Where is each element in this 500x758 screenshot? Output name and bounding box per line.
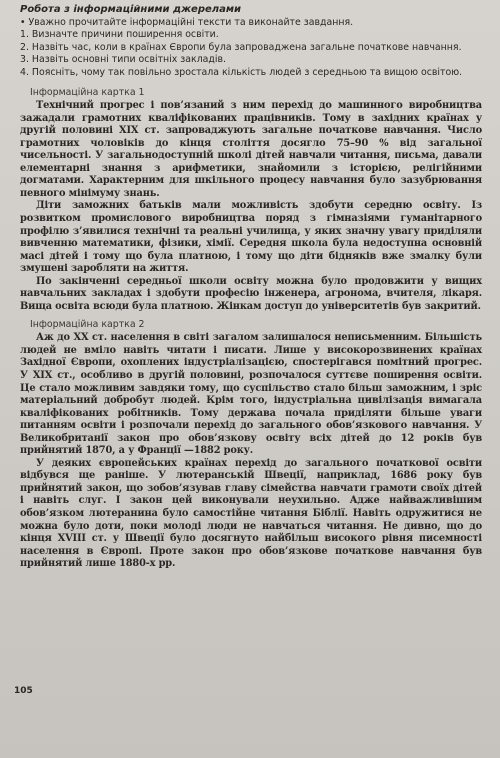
page-content [20, 4, 482, 577]
task-list [20, 17, 482, 79]
card-paragraph: Діти заможних батьків мали можливість здобути середню освіту. Із розвитком промислового виробництва поряд з гімназіями гуманітарного профілю з’явилися технічні та реальні училища, у яких значну увагу приділяли вивченню математики, фізики, хімії. Середня школа була недоступна основній масі дітей і тому що була платною, і тому що діти бідняків вже змалку були змушені заробляти на життя. [20, 200, 482, 275]
task-item: 1. Визначте причини поширення освіти. [20, 29, 219, 41]
task-item: 2. Назвіть час, коли в країнах Європи була запроваджена загальне початкове навчання. [20, 41, 462, 53]
card-paragraph: Аж до XX ст. населення в світі загалом залишалося неписьменним. Більшість людей не вміло навіть читати і писати. Лише у високорозвинених країнах Західної Європи, охоплених індустріалізацією, спостерігався помітний прогрес. У XIX ст., особливо в другій половині, розпочалося суттєве поширення освіти. Це стало можливим завдяки тому, що суспільство стало більш заможним, і зріс матеріальний добробут людей. Крім того, індустріальна цивілізація вимагала кваліфікованих робітників. Тому держава почала приділяти більше уваги питанням освіти і розпочали перехід до загального обов’язкового навчання. У Великобританії закон про обов’язкову освіту всіх дітей до 12 років був прийнятий 1870, а у Франції —1882 року. [20, 332, 482, 457]
card-paragraph: У деяких європейських країнах перехід до загального початкової освіти відбувся ще раніше. У лютеранській Швеції, наприклад, 1686 року був прийнятий закон, що зобов’язував главу сімейства навчати грамоти своїх дітей і навіть слуг. І закон цей виконували неухильно. Адже найважливішим обов’язком лютеранина було самостійне читання Біблії. Навіть одружитися не можна було доти, поки молоді люди не навчаться читання. Не дивно, що до кінця XVIII ст. у Швеції було досягнуто найбільш високого рівня писемності населення в Європі. Проте закон про обов’язкове початкове навчання був прийнятий лише 1880-х рр. [20, 457, 482, 570]
info-card-2 [20, 319, 482, 570]
card-paragraph: По закінченні середньої школи освіту можна було продовжити у вищих навчальних закладах і здобути професію інженера, агронома, вчителя, лікаря. Вища освіта всюди була платною. Жінкам доступ до університетів був закритий. [20, 275, 482, 312]
task-item: 3. Назвіть основні типи освітніх закладів. [20, 54, 227, 66]
task-item: 4. Поясніть, чому так повільно зростала кількість людей з середньою та вищою освітою. [20, 66, 463, 78]
card-title: Інформаційна картка 2 [30, 319, 145, 331]
tasks-heading: Робота з інформаційними джерелами [20, 4, 242, 15]
card-title: Інформаційна картка 1 [30, 87, 145, 99]
info-card-1 [20, 87, 482, 313]
task-item: • Уважно прочитайте інформаційні тексти та виконайте завдання. [20, 17, 354, 28]
page-number: 105 [14, 686, 33, 696]
card-paragraph: Технічний прогрес і пов’язаний з ним перехід до машинного виробництва зажадали грамотних кваліфікованих працівників. Тому в західних країнах у другій половині XIX ст. запроваджують загальне початкове навчання. Число грамотних чоловіків до кінця століття досягло 75–90 % від загальної чисельності. У загальнодоступній школі дітей навчали читання, письма, давали елементарні знання з арифметики, знайомили з історією, релігійними догматами. Характерним для шкільного процесу навчання було зазубрювання певного мінімуму знань. [20, 100, 482, 199]
